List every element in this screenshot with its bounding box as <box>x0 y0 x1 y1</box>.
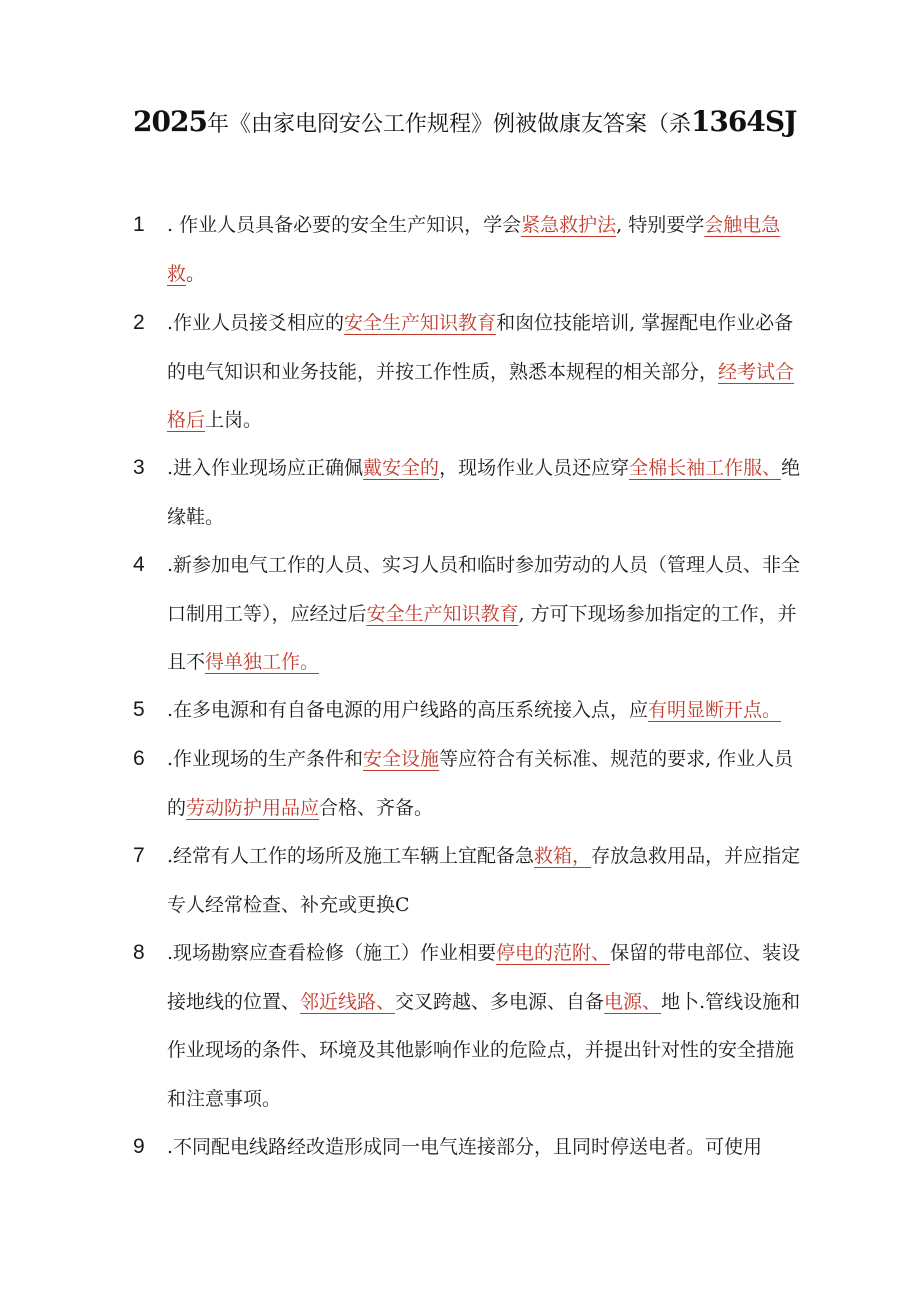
question-number: 2 <box>133 311 145 334</box>
question-number: 6 <box>133 747 145 770</box>
answer-highlight: 停电的范附、 <box>496 942 611 964</box>
question-text <box>167 929 807 1123</box>
question-text-segment: . 作业人员具备必要的安全生产知识，学会 <box>167 214 522 236</box>
question-number: 9 <box>133 1135 145 1158</box>
question-text <box>167 299 807 445</box>
question-text-segment: .在多电源和有自备电源的用户线路的高压系统接入点，应 <box>167 699 649 721</box>
question-text-segment: 存放急救用品，并应指定专人经常检查、补充或更换C <box>167 845 801 916</box>
question-text <box>167 735 807 832</box>
question-text-segment: .新参加电气工作的人员、实习人员和临时参加劳动的人员（管理人员、非全口制用工等），应经过后 <box>167 554 801 625</box>
question-text-segment: 保留的带电部位、装设接地线的位置、 <box>167 942 801 1013</box>
answer-highlight: 紧急救护法 <box>521 214 617 236</box>
answer-highlight: 安全生产知识教育 <box>366 602 519 625</box>
question-text <box>167 686 807 735</box>
question-text-segment: ，现场作业人员还应穿 <box>439 457 630 479</box>
question-text <box>167 201 807 298</box>
answer-highlight: 救箱， <box>534 845 592 867</box>
question-text-segment: .经常有人工作的场所及施工车辆上宜配备急 <box>167 845 535 867</box>
question-text-segment: .作业现场的生产条件和 <box>167 748 364 770</box>
question-number: 8 <box>133 941 145 964</box>
question-text <box>167 541 807 687</box>
question-number: 5 <box>133 698 145 721</box>
question-text-segment: 地卜.管线设施和作业现场的条件、环境及其他影响作业的危险点，并提出针对性的安全措施和注意事项。 <box>167 990 801 1110</box>
answer-highlight: 劳动防护用品应 <box>186 796 320 819</box>
question-text-segment: 和囱位技能培训, 掌握配电作业必备的电气知识和业务技能，并按工作性质，熟悉本规程的相关部分， <box>167 312 794 383</box>
answer-highlight: 经考试合格后 <box>167 360 795 431</box>
question-text-segment: .现场勘察应查看检修（施工）作业相要 <box>167 942 497 964</box>
answer-highlight: 全棉长袖工作服、 <box>629 457 782 479</box>
question-text-segment: 。 <box>186 262 206 285</box>
question-text <box>167 444 807 541</box>
question-text-segment: 上岗。 <box>205 409 263 431</box>
answer-highlight: 邻近线路、 <box>300 990 396 1013</box>
title-text: 年《由家电冏安公工作规程》例被做康友答案（杀 <box>206 112 691 137</box>
title-year: 2025 <box>133 105 207 138</box>
answer-highlight: 安全设施 <box>363 748 440 770</box>
question-number: 3 <box>133 456 145 479</box>
question-number: 4 <box>133 553 145 576</box>
question-text-segment: , 特别要学 <box>616 214 705 236</box>
answer-highlight: 有明显断开点。 <box>648 699 782 721</box>
question-text-segment: 交叉跨越、多电源、自备 <box>395 990 605 1013</box>
question-text-segment: .作业人员接爻相应的 <box>167 312 345 334</box>
answer-highlight: 电源、 <box>604 990 662 1013</box>
answer-highlight: 得单独工作。 <box>205 651 320 673</box>
answer-highlight: 会触电急救 <box>167 214 781 285</box>
document-title <box>133 104 893 143</box>
question-text-segment: , 方可下现场参加指定的工作，并且不 <box>167 602 797 673</box>
question-text-segment: .不同配电线路经改造形成同一电气连接部分，且同时停送电者。可使用 <box>167 1136 763 1158</box>
answer-highlight: 安全生产知识教育 <box>344 312 497 334</box>
question-number: 1 <box>133 213 145 236</box>
title-tail: 1364SJ <box>690 105 797 138</box>
question-text-segment: 绝缘鞋。 <box>167 457 801 528</box>
question-text <box>167 832 807 929</box>
question-text <box>167 1123 807 1172</box>
question-text-segment: .进入作业现场应正确佩 <box>167 457 364 479</box>
question-text-segment: 合格、齐备。 <box>319 796 434 819</box>
question-number: 7 <box>133 844 145 867</box>
question-text-segment: 等应符合有关标准、规范的要求, 作业人员的 <box>167 748 794 819</box>
answer-highlight: 戴安全的 <box>363 457 440 479</box>
